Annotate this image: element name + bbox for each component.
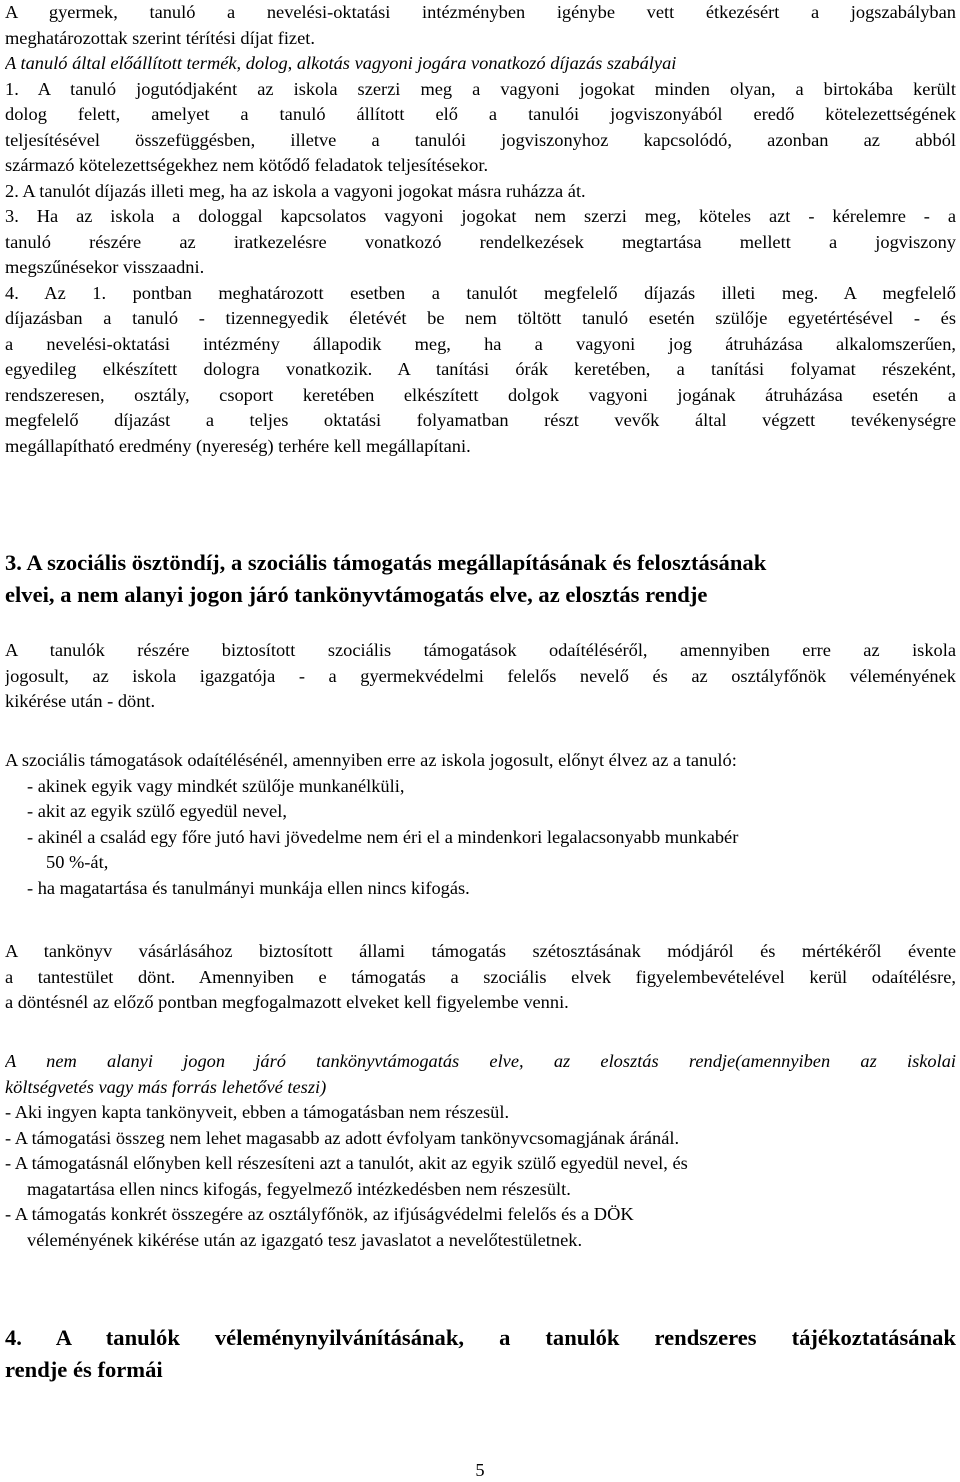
text-line: a tantestület dönt. Amennyiben e támogatás a szociális elvek figyelembevételével kerül odaítélésre,: [5, 966, 956, 987]
italic-text-line: A nem alanyi jogon járó tankönyvtámogatás elve, az elosztás rendje(amennyiben az iskolai: [5, 1051, 956, 1071]
text-line: rendszeresen, osztály, csoport keretében elkészített dolgok vagyoni jogának átruházása esetén a: [5, 384, 956, 405]
subsection-heading: A tanuló által előállított termék, dolog, alkotás vagyoni jogára vonatkozó díjazás szabályai: [5, 53, 677, 73]
page-number: 5: [475, 1460, 485, 1480]
section-4-heading: [5, 1322, 956, 1386]
list-item-continuation: véleményének kikérése után az igazgató tesz javaslatot a nevelőtestületnek.: [27, 1229, 583, 1250]
list-item: - A támogatás konkrét összegére az osztályfőnök, az ifjúságvédelmi felelős és a DÖK: [5, 1204, 634, 1224]
text-line: a döntésnél az előző pontban megfogalmazott elveket kell figyelembe venni.: [5, 992, 569, 1012]
list-item: - akinél a család egy főre jutó havi jövedelme nem éri el a mindenkori legalacsonyabb munkabér: [27, 826, 739, 847]
list-item: - akit az egyik szülő egyedül nevel,: [27, 801, 287, 821]
text-line: díjazásban a tanuló - tizennegyedik életévét be nem töltött tanuló esetén szülője egyetértésével - és: [5, 308, 956, 328]
list-item: - A támogatásnál előnyben kell részesíteni azt a tanulót, akit az egyik szülő egyedül nevel, és: [5, 1153, 688, 1173]
textbook-support-paragraph: [5, 939, 956, 1016]
text-line: megfelelő díjazást a teljes oktatási folyamatban részt vevők által végzett tevékenységre: [5, 410, 956, 430]
textbook-distribution-paragraph: [5, 1049, 956, 1253]
text-line: jogosult, az iskola igazgatója - a gyermekvédelmi felelős nevelő és az osztályfőnök véleményének: [5, 665, 956, 686]
text-line: dolog felett, amelyet a tanuló állított elő a tanulói jogviszonyából eredő kötelezettségének: [5, 104, 956, 124]
list-item-continuation: magatartása ellen nincs kifogás, fegyelmező intézkedésben nem részesült.: [27, 1178, 571, 1199]
text-line: meghatározottak szerint térítési díjat fizet.: [5, 27, 315, 48]
text-line: kikérése után - dönt.: [5, 691, 156, 711]
social-support-paragraph: [5, 638, 956, 715]
heading-line: 3. A szociális ösztöndíj, a szociális támogatás megállapításának és felosztásának: [5, 550, 767, 575]
text-line: 1. A tanuló jogutódjaként az iskola szerzi meg a vagyoni jogokat minden olyan, a birtokába került: [5, 78, 956, 99]
property-rights-section: [5, 51, 956, 459]
text-line: 2. A tanulót díjazás illeti meg, ha az iskola a vagyoni jogokat másra ruházza át.: [5, 180, 586, 201]
heading-line: rendje és formái: [5, 1357, 163, 1382]
text-line: teljesítésével összefüggésben, illetve a tanulói jogviszonyhoz kapcsolódó, azonban az abból: [5, 129, 956, 150]
list-item: - A támogatási összeg nem lehet magasabb az adott évfolyam tankönyvcsomagjának áránál.: [5, 1127, 680, 1148]
list-item-continuation: 50 %-át,: [46, 852, 109, 872]
heading-line: 4. A tanulók véleménynyilvánításának, a tanulók rendszeres tájékoztatásának: [5, 1325, 956, 1350]
list-item: - ha magatartása és tanulmányi munkája ellen nincs kifogás.: [27, 877, 470, 898]
text-line: megszűnésekor visszaadni.: [5, 257, 205, 277]
list-item: - akinek egyik vagy mindkét szülője munkanélküli,: [27, 775, 405, 796]
meal-fee-paragraph: [5, 0, 956, 51]
text-line: származó kötelezettségekhez nem kötődő feladatok teljesítésekor.: [5, 155, 489, 175]
text-line: A tanulók részére biztosított szociális támogatások odaítéléséről, amennyiben erre az iskola: [5, 640, 956, 660]
heading-line: elvei, a nem alanyi jogon járó tankönyvtámogatás elve, az elosztás rendje: [5, 582, 708, 607]
text-line: A szociális támogatások odaítélésénél, amennyiben erre az iskola jogosult, előnyt élvez az a tanuló:: [5, 750, 737, 770]
text-line: A tankönyv vásárlásához biztosított állami támogatás szétosztásának módjáról és mértékéről évente: [5, 941, 956, 961]
text-line: 3. Ha az iskola a dologgal kapcsolatos vagyoni jogokat nem szerzi meg, köteles azt - kérelemre - a: [5, 206, 956, 226]
priority-criteria-paragraph: [5, 748, 956, 901]
text-line: A gyermek, tanuló a nevelési-oktatási intézményben igénybe vett étkezésért a jogszabályban: [5, 2, 956, 22]
section-3-heading: [5, 547, 956, 611]
text-line: a nevelési-oktatási intézmény állapodik meg, ha a vagyoni jog átruházása alkalomszerűen,: [5, 333, 956, 354]
text-line: megállapítható eredmény (nyereség) terhére kell megállapítani.: [5, 435, 471, 456]
text-line: egyedileg elkészített dologra vonatkozik. A tanítási órák keretében, a tanítási folyamat részeként,: [5, 359, 956, 379]
text-line: 4. Az 1. pontban meghatározott esetben a tanulót megfelelő díjazás illeti meg. A megfelelő: [5, 282, 956, 303]
italic-text-line: költségvetés vagy más forrás lehetővé teszi): [5, 1076, 327, 1097]
list-item: - Aki ingyen kapta tankönyveit, ebben a támogatásban nem részesül.: [5, 1102, 510, 1122]
text-line: tanuló részére az iratkezelésre vonatkozó rendelkezések megtartása mellett a jogviszony: [5, 231, 956, 252]
